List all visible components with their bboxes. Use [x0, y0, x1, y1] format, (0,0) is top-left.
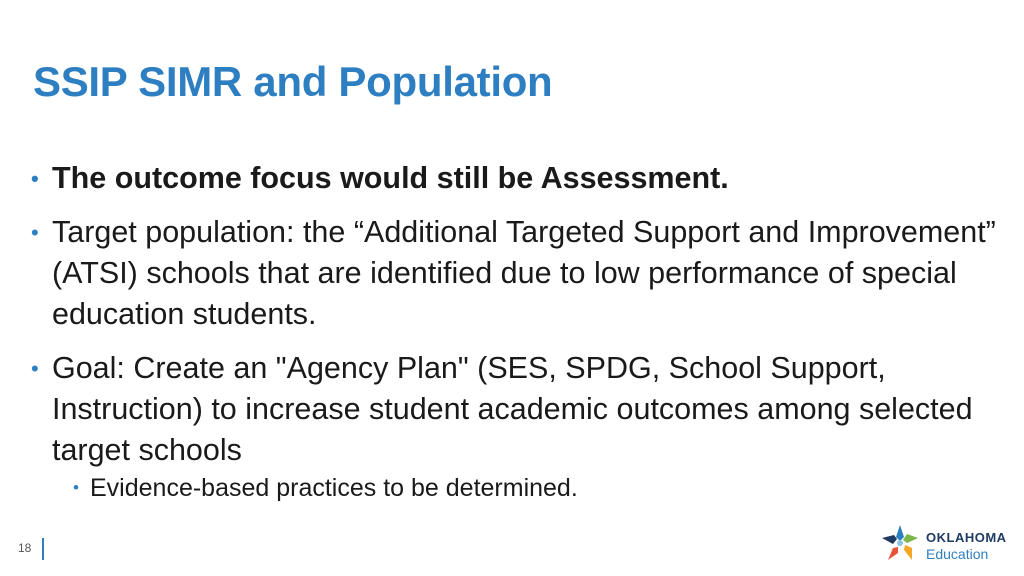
- bullet-item: [30, 212, 1000, 335]
- logo-line-2: Education: [926, 546, 989, 562]
- slide-title: SSIP SIMR and Population: [33, 58, 553, 105]
- page-number-divider: [42, 538, 44, 560]
- bullet-icon: •: [31, 356, 39, 381]
- star-emblem-icon: [878, 522, 922, 566]
- logo-text: [926, 529, 1007, 563]
- bullet-text: Target population: the “Additional Targeted Support and Improvement” (ATSI) schools that are identified due to low performance of special education students.: [52, 215, 996, 331]
- sub-bullet-text: Evidence-based practices to be determined.: [90, 474, 578, 502]
- oklahoma-education-logo: [878, 522, 1018, 566]
- logo-line-1: OKLAHOMA: [926, 530, 1007, 545]
- bullet-text: Goal: Create an "Agency Plan" (SES, SPDG, School Support, Instruction) to increase student academic outcomes among selected target schools: [52, 351, 973, 467]
- bullet-text: The outcome focus would still be Assessment.: [52, 161, 729, 195]
- bullet-item: [30, 158, 1000, 199]
- bullet-icon: •: [31, 166, 39, 191]
- bullet-icon: •: [31, 220, 39, 245]
- sub-bullet-icon: •: [73, 478, 79, 497]
- page-number: 18: [18, 541, 32, 555]
- bullet-item: [30, 348, 1000, 471]
- bullet-list: [30, 158, 1000, 505]
- sub-bullet-item: [68, 471, 1000, 505]
